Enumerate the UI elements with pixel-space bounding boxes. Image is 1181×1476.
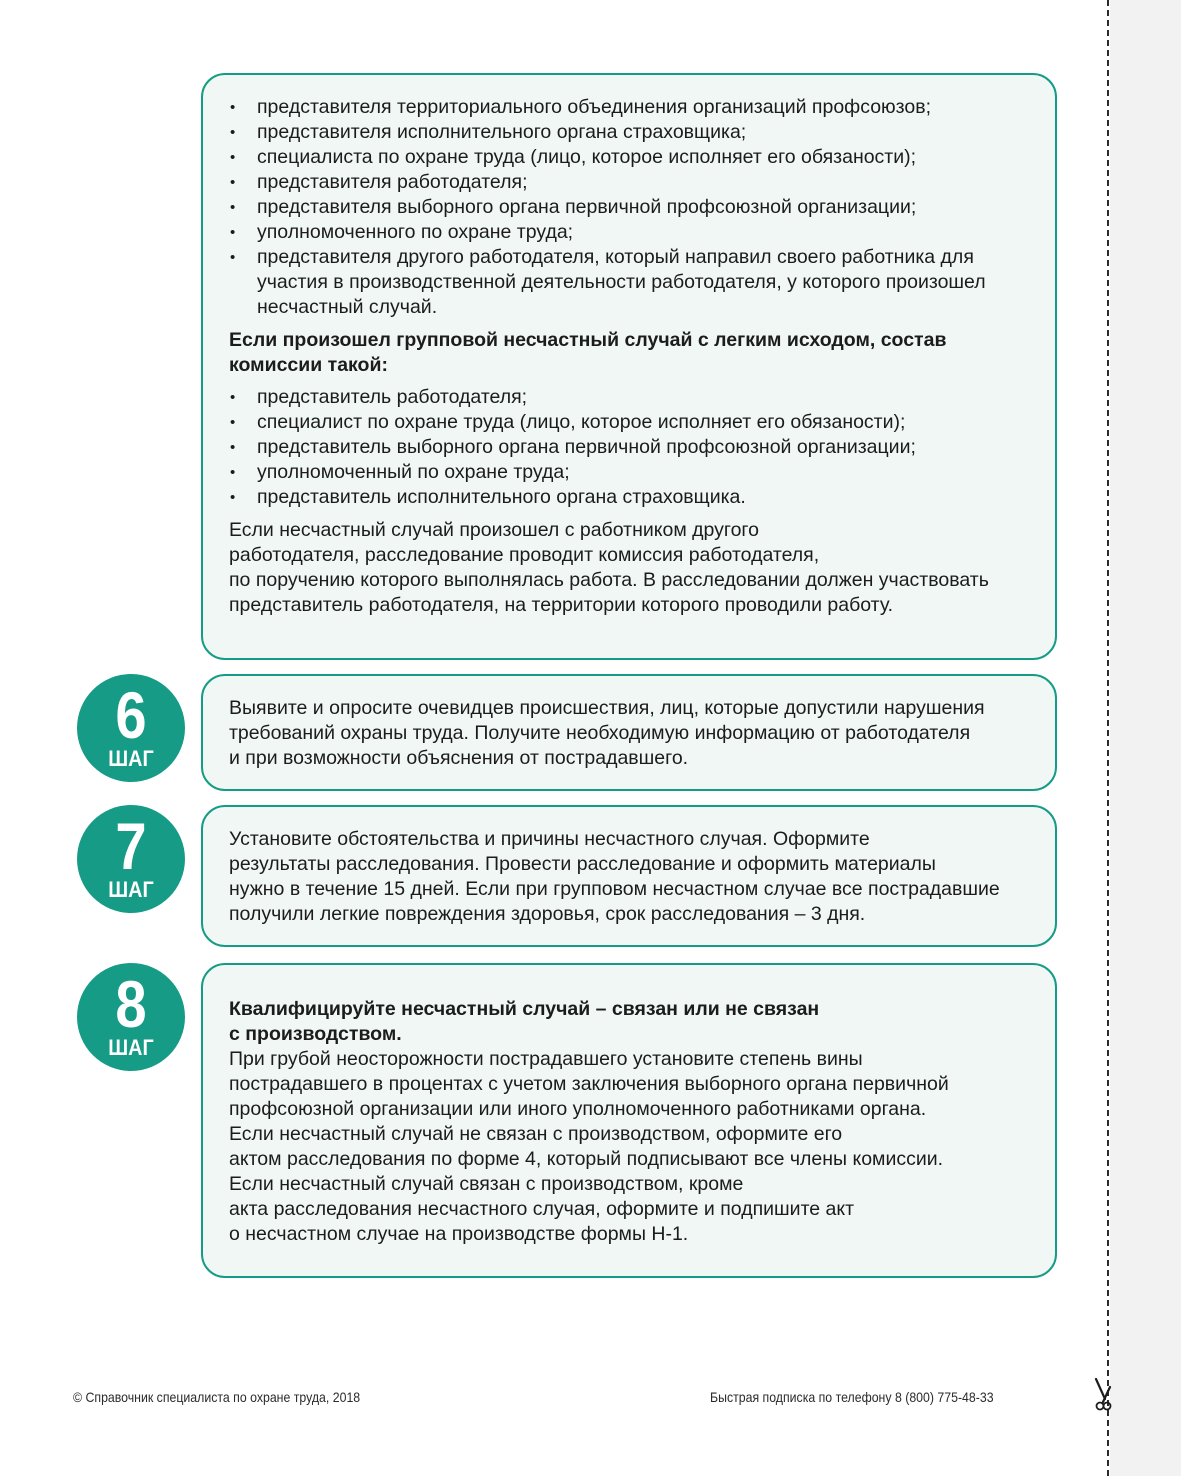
step-6-box bbox=[201, 674, 1057, 791]
text-line: результаты расследования. Провести расследование и оформить материалы bbox=[229, 853, 936, 875]
list-item: • представителя выборного органа первичной профсоюзной организации; bbox=[229, 195, 1035, 220]
list-item: • специалиста по охране труда (лицо, которое исполняет его обязаности); bbox=[229, 145, 1035, 170]
footer-subscription: Быстрая подписка по телефону 8 (800) 775-48-33 bbox=[710, 1389, 994, 1405]
text-line: акта расследования несчастного случая, оформите и подпишите акт bbox=[229, 1198, 855, 1220]
list-item: • представитель исполнительного органа страховщика. bbox=[229, 485, 1035, 510]
text-line: Выявите и опросите очевидцев происшествия, лиц, которые допустили нарушения bbox=[229, 697, 985, 719]
list-item: • представителя другого работодателя, который направил своего работника для участия в производственной деятельности работодателя, у которого произошел несчастный случай. bbox=[229, 245, 1035, 320]
list-item: • представителя работодателя; bbox=[229, 170, 1035, 195]
text-line: профсоюзной организации или иного уполномоченного работниками органа. bbox=[229, 1098, 927, 1120]
list-item: • представителя исполнительного органа страховщика; bbox=[229, 120, 1035, 145]
step-6-badge bbox=[77, 674, 185, 782]
commission-box bbox=[201, 73, 1057, 660]
list-item: • представитель выборного органа первичной профсоюзной организации; bbox=[229, 435, 1035, 460]
step-8-title bbox=[229, 997, 1035, 1047]
step-number: 7 bbox=[115, 809, 147, 883]
text-line: Установите обстоятельства и причины несчастного случая. Оформите bbox=[229, 828, 870, 850]
text-line: пострадавшего в процентах с учетом заключения выборного органа первичной bbox=[229, 1073, 949, 1095]
list-item: • представителя территориального объединения организаций профсоюзов; bbox=[229, 95, 1035, 120]
list-item: • специалист по охране труда (лицо, которое исполняет его обязаности); bbox=[229, 410, 1035, 435]
step-7-text bbox=[229, 827, 1035, 927]
text-line: актом расследования по форме 4, который подписывают все члены комиссии. bbox=[229, 1148, 944, 1170]
step-6-text bbox=[229, 696, 1035, 771]
cut-line bbox=[1107, 0, 1109, 1476]
step-number: 8 bbox=[115, 967, 147, 1041]
other-employer-note bbox=[229, 518, 1035, 618]
step-number: 6 bbox=[115, 678, 147, 752]
text-line: нужно в течение 15 дней. Если при групповом несчастном случае все пострадавшие bbox=[229, 878, 1000, 900]
step-word: ШАГ bbox=[108, 877, 154, 902]
list-item: • уполномоченный по охране труда; bbox=[229, 460, 1035, 485]
text-line: получили легкие повреждения здоровья, срок расследования – 3 дня. bbox=[229, 903, 866, 925]
step-8-badge bbox=[77, 963, 185, 1071]
text-line: и при возможности объяснения от пострадавшего. bbox=[229, 747, 689, 769]
title-line: Квалифицируйте несчастный случай – связан или не связан bbox=[229, 998, 820, 1020]
page-margin-strip bbox=[1110, 0, 1181, 1476]
step-7-box bbox=[201, 805, 1057, 947]
note-line: по поручению которого выполнялась работа. В расследовании должен участвовать bbox=[229, 569, 989, 591]
group-accident-heading: Если произошел групповой несчастный случай с легким исходом, состав комиссии такой: bbox=[229, 329, 947, 376]
footer-copyright: © Справочник специалиста по охране труда, 2018 bbox=[73, 1389, 361, 1405]
step-word: ШАГ bbox=[108, 1035, 154, 1060]
step-8-box bbox=[201, 963, 1057, 1278]
text-line: о несчастном случае на производстве формы Н-1. bbox=[229, 1223, 689, 1245]
text-line: требований охраны труда. Получите необходимую информацию от работодателя bbox=[229, 722, 971, 744]
text-line: При грубой неосторожности пострадавшего установите степень вины bbox=[229, 1048, 863, 1070]
list-item: • уполномоченного по охране труда; bbox=[229, 220, 1035, 245]
step-7-badge bbox=[77, 805, 185, 913]
note-line: работодателя, расследование проводит комиссия работодателя, bbox=[229, 544, 820, 566]
list-item: • представитель работодателя; bbox=[229, 385, 1035, 410]
step-8-text bbox=[229, 1047, 1035, 1247]
step-word: ШАГ bbox=[108, 746, 154, 771]
scissors-icon bbox=[1088, 1375, 1116, 1415]
text-line: Если несчастный случай не связан с производством, оформите его bbox=[229, 1123, 843, 1145]
title-line: с производством. bbox=[229, 1023, 402, 1045]
text-line: Если несчастный случай связан с производством, кроме bbox=[229, 1173, 744, 1195]
commission-list bbox=[229, 95, 1035, 320]
group-commission-list bbox=[229, 385, 1035, 510]
note-line: Если несчастный случай произошел с работником другого bbox=[229, 519, 759, 541]
note-line: представитель работодателя, на территории которого проводили работу. bbox=[229, 594, 894, 616]
